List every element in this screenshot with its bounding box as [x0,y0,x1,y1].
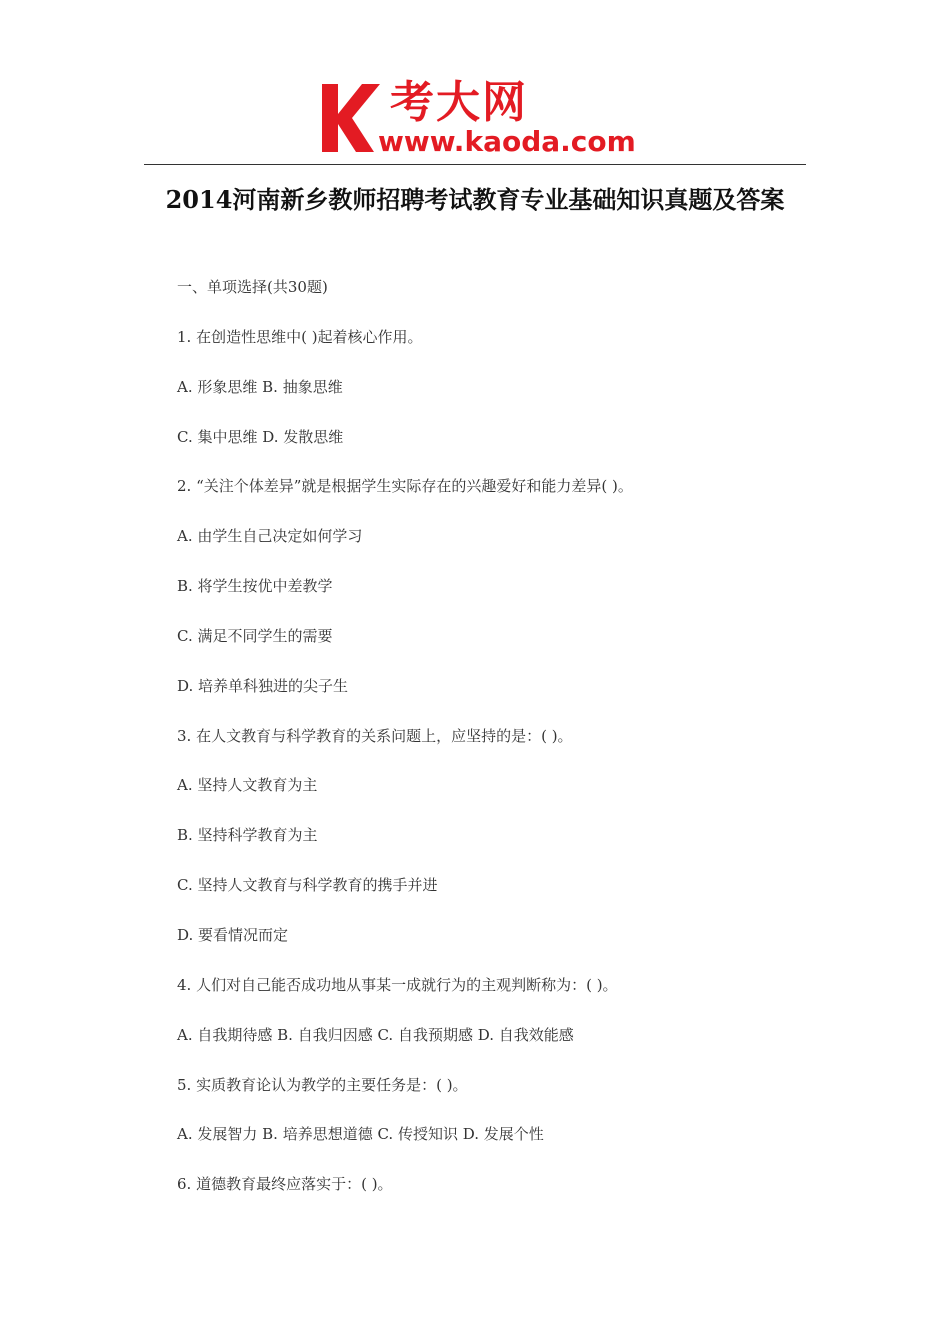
document-body [177,276,857,1223]
header-divider [144,164,806,165]
option-line: A. 发展智力 B. 培养思想道德 C. 传授知识 D. 发展个性 [177,1125,544,1144]
option-line: A. 由学生自己决定如何学习 [177,527,363,546]
option-line: A. 坚持人文教育为主 [177,776,318,795]
option-line: C. 集中思维 D. 发散思维 [177,427,344,446]
section-heading: 一、单项选择(共30题) [177,278,328,296]
option-line: C. 坚持人文教育与科学教育的携手并进 [177,876,438,895]
document-title: 2014河南新乡教师招聘考试教育专业基础知识真题及答案 [165,185,785,214]
option-line: C. 满足不同学生的需要 [177,626,333,645]
question-line: 4. 人们对自己能否成功地从事某一成就行为的主观判断称为：( )。 [177,975,618,994]
question-line: 2. “关注个体差异”就是根据学生实际存在的兴趣爱好和能力差异( )。 [177,477,633,496]
logo-brand-url: www.kaoda.com [378,125,636,158]
kaoda-logo [318,78,638,160]
question-line: 1. 在创造性思维中( )起着核心作用。 [177,327,423,346]
question-line: 3. 在人文教育与科学教育的关系问题上，应坚持的是：( )。 [177,726,573,745]
option-line: D. 要看情况而定 [177,925,289,944]
question-line: 5. 实质教育论认为教学的主要任务是：( )。 [177,1075,468,1094]
option-line: B. 将学生按优中差教学 [177,577,333,596]
option-line: A. 形象思维 B. 抽象思维 [177,377,343,396]
k-logo-icon [318,80,382,154]
logo-brand-name: 考大网 [390,77,528,128]
option-line: A. 自我期待感 B. 自我归因感 C. 自我预期感 D. 自我效能感 [177,1025,574,1044]
option-line: D. 培养单科独进的尖子生 [177,676,349,695]
question-line: 6. 道德教育最终应落实于：( )。 [177,1175,393,1194]
option-line: B. 坚持科学教育为主 [177,826,318,845]
